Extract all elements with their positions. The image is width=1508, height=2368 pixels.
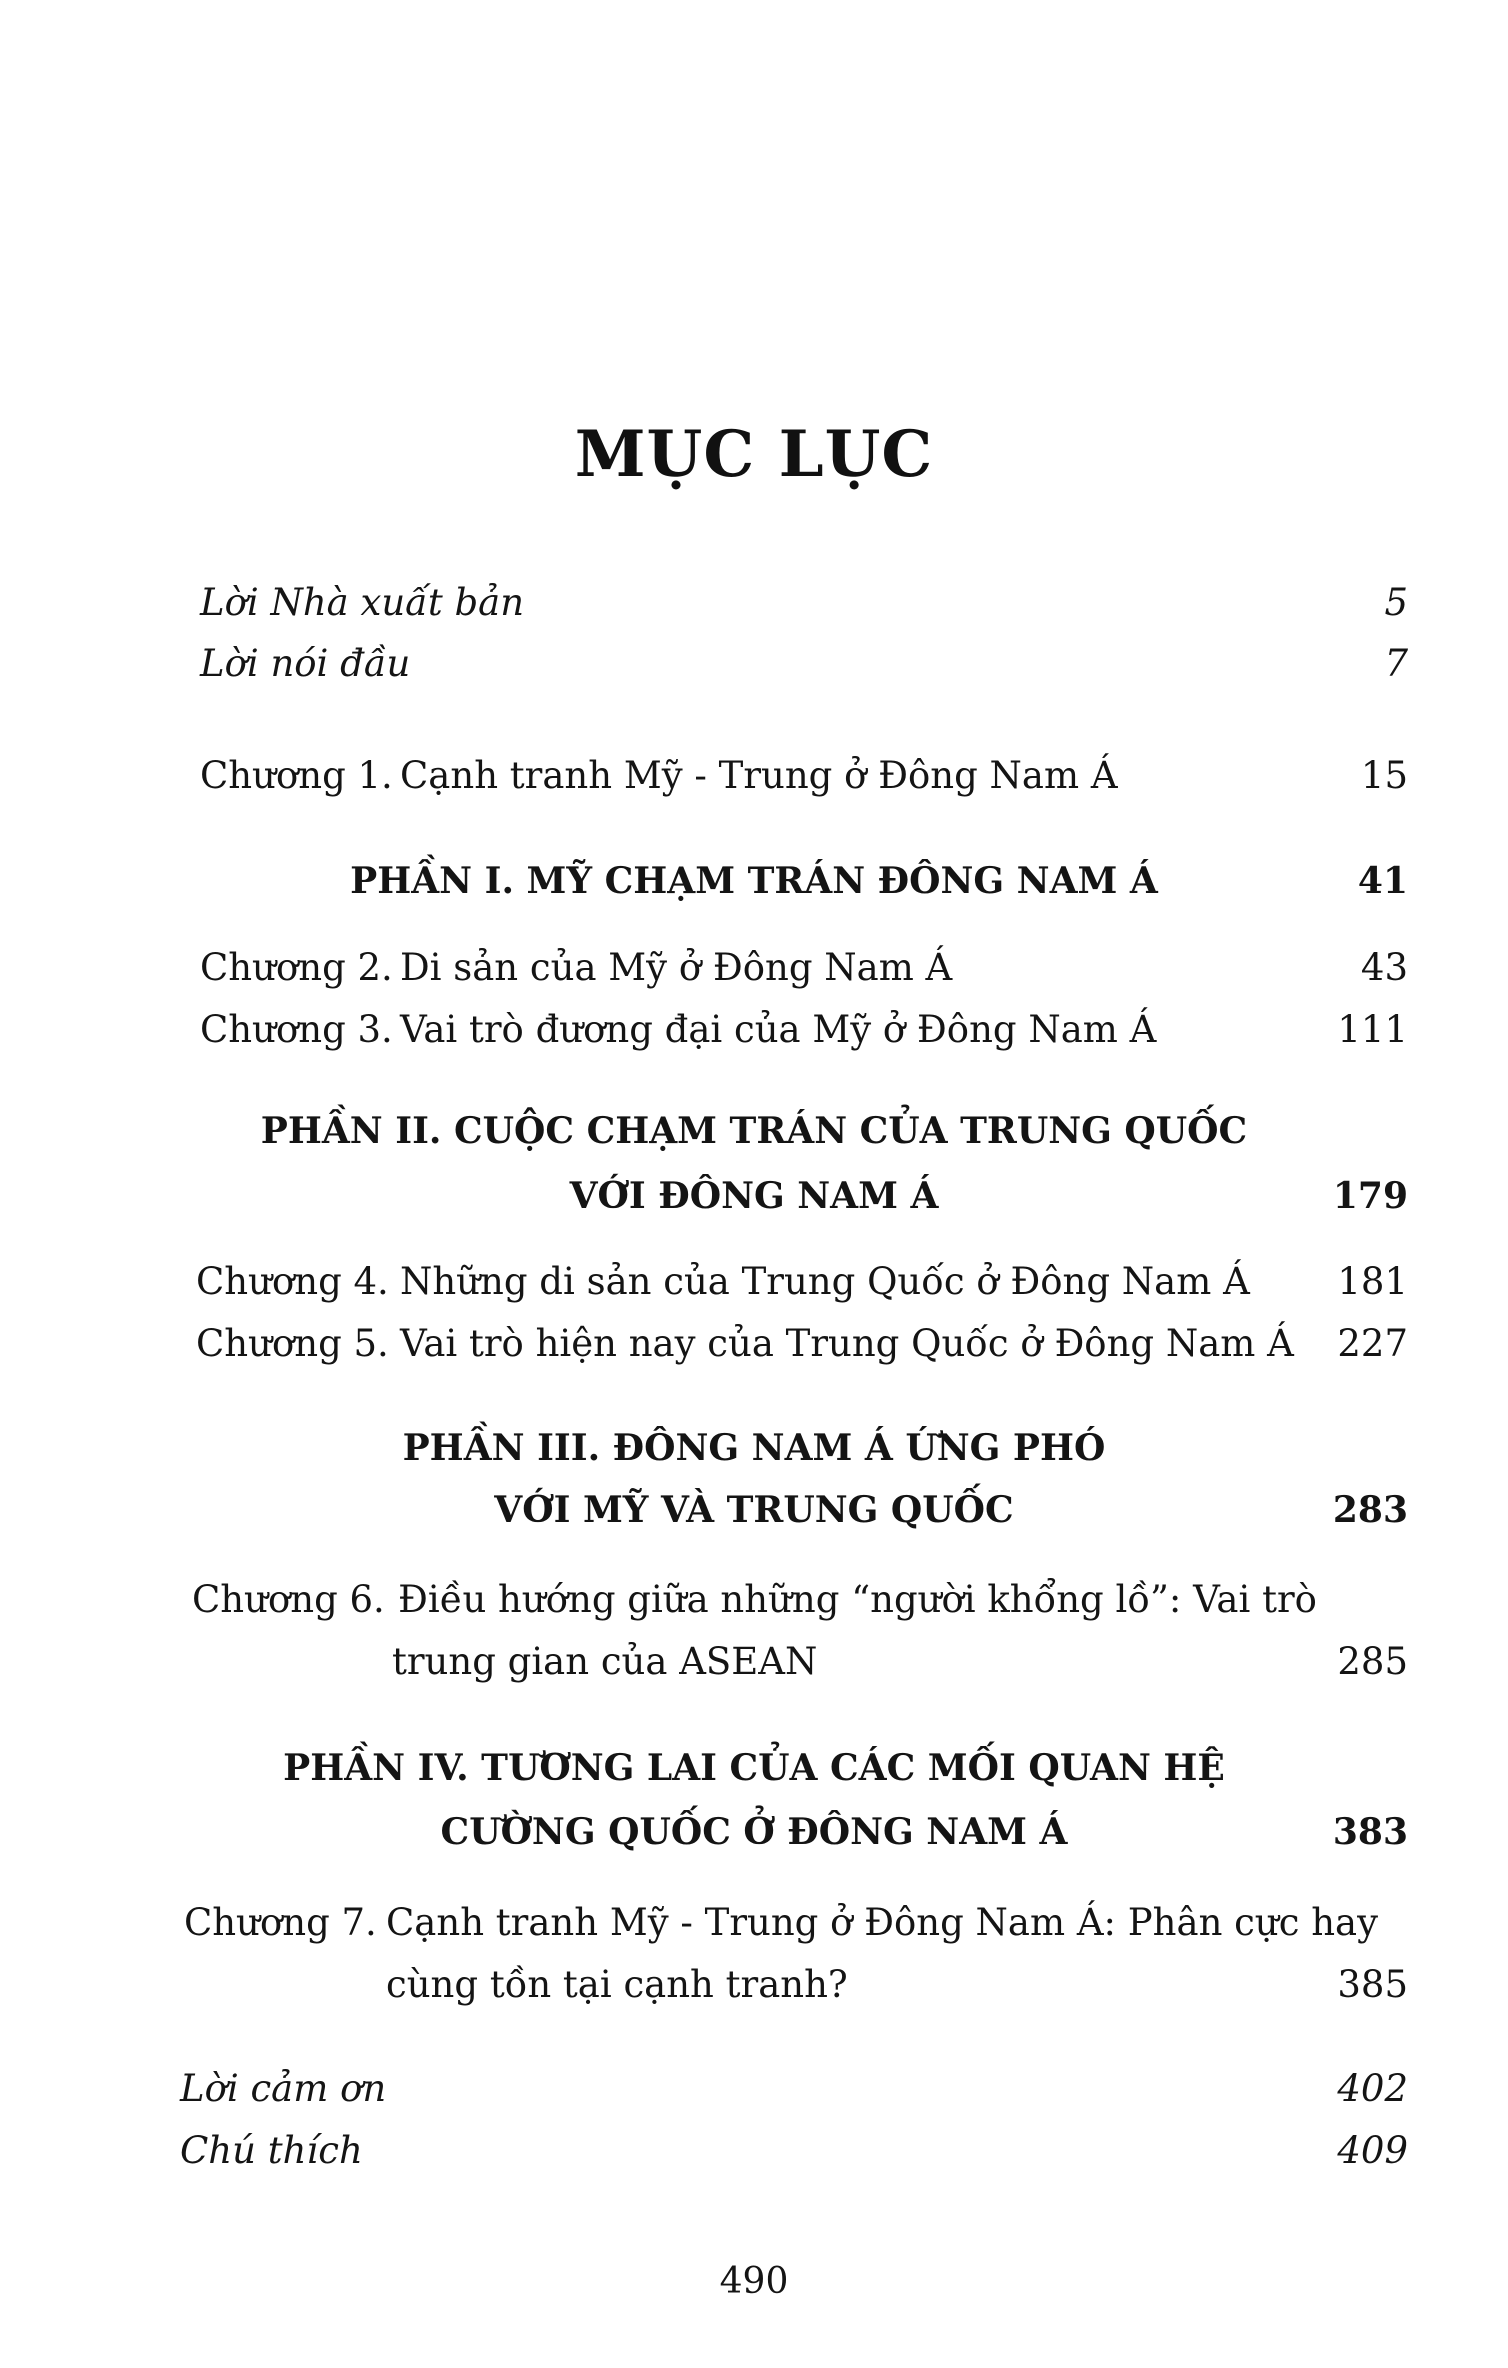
entry-page: 285 <box>1337 1640 1408 1683</box>
toc-entry-chapter-7-line-2 <box>0 1955 1508 2015</box>
entry-page: 15 <box>1360 754 1408 797</box>
chapter-number: Chương 4. <box>196 1260 389 1303</box>
entry-page: 402 <box>1337 2067 1408 2110</box>
chapter-number: Chương 1. <box>200 754 393 797</box>
toc-entry-chapter-4 <box>0 1252 1508 1312</box>
page-title: MỤC LỤC <box>574 417 934 492</box>
entry-page: 383 <box>1332 1811 1408 1853</box>
chapter-number: Chương 7. <box>184 1901 377 1944</box>
toc-entry-chapter-3 <box>0 1000 1508 1060</box>
entry-page: 283 <box>1332 1489 1408 1531</box>
entry-page: 227 <box>1337 1322 1408 1365</box>
chapter-title: Điều hướng giữa những “người khổng lồ”: Vai trò <box>398 1578 1317 1621</box>
part-heading-continued: CƯỜNG QUỐC Ở ĐÔNG NAM Á <box>440 1811 1068 1853</box>
entry-page: 181 <box>1337 1260 1408 1303</box>
entry-page: 111 <box>1337 1008 1408 1051</box>
chapter-title: Di sản của Mỹ ở Đông Nam Á <box>400 946 953 989</box>
entry-label: Chú thích <box>180 2129 363 2172</box>
toc-entry-chapter-5 <box>0 1314 1508 1374</box>
chapter-title: Vai trò đương đại của Mỹ ở Đông Nam Á <box>400 1008 1157 1051</box>
chapter-number: Chương 3. <box>200 1008 393 1051</box>
entry-page: 7 <box>1384 642 1408 685</box>
part-heading-continued: VỚI MỸ VÀ TRUNG QUỐC <box>494 1489 1014 1531</box>
entry-page: 5 <box>1384 581 1408 624</box>
page-number: 490 <box>719 2261 789 2302</box>
chapter-number: Chương 6. <box>192 1578 385 1621</box>
toc-entry-chapter-7-line-1 <box>0 1893 1508 1953</box>
toc-entry-part-3-line-2 <box>0 1480 1508 1540</box>
toc-entry-chapter-6-line-1 <box>0 1570 1508 1630</box>
chapter-title-continued: trung gian của ASEAN <box>392 1640 818 1683</box>
toc-entry-part-2-line-1 <box>0 1101 1508 1161</box>
entry-page: 179 <box>1332 1175 1408 1217</box>
part-heading: PHẦN II. CUỘC CHẠM TRÁN CỦA TRUNG QUỐC <box>260 1110 1248 1152</box>
toc-entry-part-1 <box>0 851 1508 911</box>
chapter-title: Cạnh tranh Mỹ - Trung ở Đông Nam Á: Phân cực hay <box>386 1901 1378 1944</box>
entry-label: Lời nói đầu <box>200 642 411 685</box>
part-heading: PHẦN IV. TƯƠNG LAI CỦA CÁC MỐI QUAN HỆ <box>283 1747 1225 1789</box>
toc-entry-front-2 <box>0 634 1508 694</box>
toc-entry-back-1 <box>0 2059 1508 2119</box>
toc-entry-part-3-line-1 <box>0 1418 1508 1478</box>
part-heading: PHẦN III. ĐÔNG NAM Á ỨNG PHÓ <box>402 1427 1106 1469</box>
chapter-title: Vai trò hiện nay của Trung Quốc ở Đông Nam Á <box>400 1322 1294 1365</box>
toc-entry-chapter-1 <box>0 746 1508 806</box>
entry-label: Lời cảm ơn <box>180 2067 387 2110</box>
chapter-title-continued: cùng tồn tại cạnh tranh? <box>386 1963 848 2006</box>
toc-entry-chapter-2 <box>0 938 1508 998</box>
entry-page: 409 <box>1337 2129 1408 2172</box>
part-heading-continued: VỚI ĐÔNG NAM Á <box>569 1175 939 1217</box>
toc-entry-front-1 <box>0 573 1508 633</box>
toc-entry-part-4-line-1 <box>0 1738 1508 1798</box>
entry-page: 385 <box>1337 1963 1408 2006</box>
chapter-title: Những di sản của Trung Quốc ở Đông Nam Á <box>400 1260 1250 1303</box>
toc-entry-part-4-line-2 <box>0 1802 1508 1862</box>
chapter-number: Chương 2. <box>200 946 393 989</box>
toc-entry-back-2 <box>0 2121 1508 2181</box>
entry-page: 41 <box>1357 860 1408 902</box>
toc-entry-part-2-line-2 <box>0 1166 1508 1226</box>
toc-entry-chapter-6-line-2 <box>0 1632 1508 1692</box>
chapter-title: Cạnh tranh Mỹ - Trung ở Đông Nam Á <box>400 754 1118 797</box>
entry-label: Lời Nhà xuất bản <box>200 581 525 624</box>
entry-page: 43 <box>1360 946 1408 989</box>
part-heading: PHẦN I. MỸ CHẠM TRÁN ĐÔNG NAM Á <box>350 860 1158 902</box>
chapter-number: Chương 5. <box>196 1322 389 1365</box>
